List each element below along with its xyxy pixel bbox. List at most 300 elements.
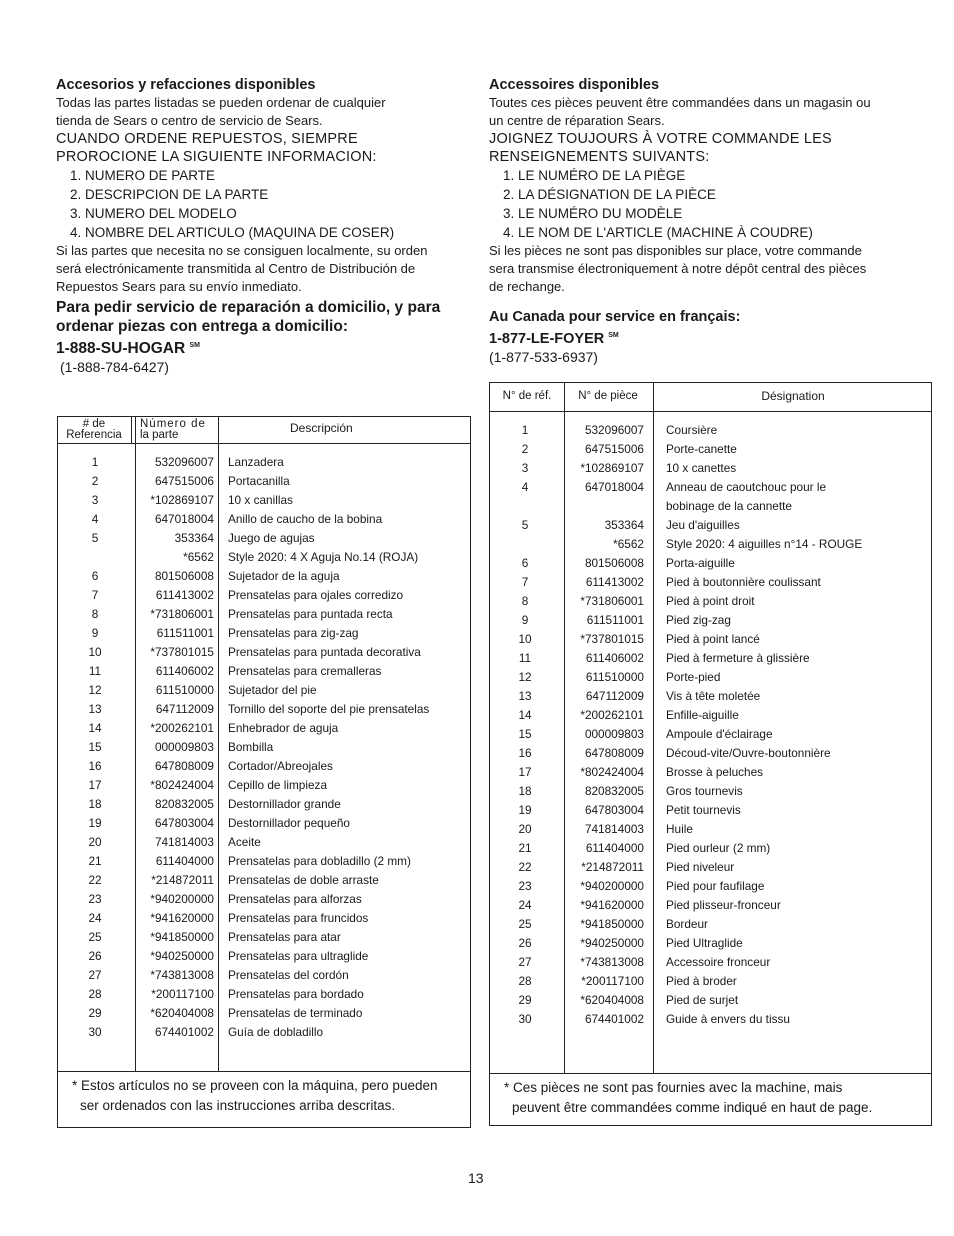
fr-description: Pied niveleur bbox=[666, 860, 735, 874]
es-description: Aceite bbox=[228, 835, 261, 849]
es-heading: Accesorios y refacciones disponibles bbox=[56, 77, 316, 93]
es-ref-number: 3 bbox=[91, 493, 99, 507]
es-part-number: 611406002 bbox=[155, 664, 214, 678]
es-part-number: 647515006 bbox=[154, 474, 214, 488]
fr-ref-number: 4 bbox=[521, 480, 529, 494]
fr-table-row bbox=[490, 687, 931, 706]
fr-ref-number: 1 bbox=[521, 423, 529, 437]
fr-part-number: 611510000 bbox=[585, 670, 644, 684]
fr-part-number: 674401002 bbox=[584, 1012, 644, 1026]
fr-service-line: Au Canada pour service en français: bbox=[489, 309, 741, 325]
fr-table-row bbox=[490, 896, 931, 915]
fr-table-row bbox=[490, 972, 931, 991]
fr-part-number: 647808009 bbox=[584, 746, 644, 760]
es-intro-line-1: Todas las partes listadas se pueden ordenar de cualquier bbox=[56, 95, 386, 110]
fr-ref-number: 24 bbox=[518, 898, 532, 912]
es-ref-number: 14 bbox=[88, 721, 102, 735]
es-ref-number: 1 bbox=[91, 455, 99, 469]
fr-description: Pied plisseur-fronceur bbox=[666, 898, 781, 912]
fr-table-row bbox=[490, 1010, 931, 1029]
es-divider bbox=[131, 417, 132, 443]
fr-part-number: *102869107 bbox=[580, 461, 644, 475]
es-part-number: *941620000 bbox=[150, 911, 214, 925]
es-table-row bbox=[58, 814, 470, 833]
es-part-number: *802424004 bbox=[150, 778, 214, 792]
fr-col-desc: Désignation bbox=[761, 389, 825, 403]
fr-table-row bbox=[490, 725, 931, 744]
fr-ref-number: 13 bbox=[518, 689, 532, 703]
es-table-row bbox=[58, 985, 470, 1004]
es-part-number: 611510000 bbox=[155, 683, 214, 697]
es-description: Prensatelas para fruncidos bbox=[228, 911, 369, 925]
es-description: Enhebrador de aguja bbox=[228, 721, 339, 735]
fr-description: Petit tournevis bbox=[666, 803, 741, 817]
fr-table-row bbox=[490, 991, 931, 1010]
es-ref-number: 21 bbox=[88, 854, 102, 868]
fr-ref-number: 18 bbox=[518, 784, 532, 798]
es-description: Destornillador grande bbox=[228, 797, 341, 811]
es-info-item: 1. NUMERO DE PARTE bbox=[70, 168, 216, 183]
es-phone-name: 1-888-SU-HOGAR bbox=[56, 340, 186, 358]
fr-part-number: *940200000 bbox=[580, 879, 644, 893]
fr-description: Pied à fermeture à glissière bbox=[666, 651, 810, 665]
es-intro-line-2: tienda de Sears o centro de servicio de Sears. bbox=[56, 113, 323, 128]
fr-ref-number: 25 bbox=[518, 917, 532, 931]
fr-part-number: *737801015 bbox=[580, 632, 644, 646]
es-ref-number: 28 bbox=[88, 987, 102, 1001]
es-table-row bbox=[58, 795, 470, 814]
es-part-number: 801506008 bbox=[154, 569, 214, 583]
fr-description: Vis à tête moletée bbox=[666, 689, 761, 703]
fr-ref-number: 17 bbox=[518, 765, 532, 779]
fr-part-number: *200262101 bbox=[580, 708, 644, 722]
fr-phone-name: 1-877-LE-FOYER bbox=[489, 330, 605, 347]
es-table-row bbox=[58, 624, 470, 643]
fr-part-number: 647803004 bbox=[584, 803, 644, 817]
french-section bbox=[489, 76, 909, 366]
fr-table-row bbox=[490, 630, 931, 649]
fr-table-row bbox=[490, 573, 931, 592]
es-description: Prensatelas para alforzas bbox=[228, 892, 362, 906]
fr-description: Pied ourleur (2 mm) bbox=[666, 841, 771, 855]
fr-part-number: *6562 bbox=[613, 537, 644, 551]
es-info-item: 4. NOMBRE DEL ARTICULO (MAQUINA DE COSER) bbox=[70, 225, 395, 240]
es-part-number: 532096007 bbox=[154, 455, 214, 469]
fr-phone-number: (1-877-533-6937) bbox=[489, 348, 598, 365]
fr-description: Pied zig-zag bbox=[666, 613, 731, 627]
es-ref-number: 18 bbox=[88, 797, 102, 811]
fr-ref-number: 27 bbox=[518, 955, 532, 969]
es-table-row bbox=[58, 776, 470, 795]
fr-part-number: *941850000 bbox=[580, 917, 644, 931]
fr-description: Porte-canette bbox=[666, 442, 737, 456]
es-ref-number: 9 bbox=[91, 626, 99, 640]
es-caps-line-2: PROROCIONE LA SIGUIENTE INFORMACION: bbox=[56, 149, 377, 165]
es-part-number: *941850000 bbox=[150, 930, 214, 944]
fr-table-row bbox=[490, 763, 931, 782]
es-ref-number: 26 bbox=[88, 949, 102, 963]
fr-ref-number: 12 bbox=[518, 670, 532, 684]
es-ref-number: 12 bbox=[88, 683, 102, 697]
es-ref-number: 7 bbox=[91, 588, 99, 602]
fr-ref-number: 29 bbox=[518, 993, 532, 1007]
fr-part-number: 647018004 bbox=[584, 480, 644, 494]
es-phone-number: (1-888-784-6427) bbox=[60, 359, 169, 376]
fr-table-row bbox=[490, 877, 931, 896]
es-ref-number: 25 bbox=[88, 930, 102, 944]
es-footnote-line-2: ser ordenados con las instrucciones arriba descritas. bbox=[80, 1098, 396, 1113]
fr-table-row bbox=[490, 649, 931, 668]
es-table-row bbox=[58, 453, 470, 472]
fr-table-row bbox=[490, 953, 931, 972]
es-footnote-line-1: * Estos artículos no se proveen con la máquina, pero pueden bbox=[72, 1078, 438, 1093]
fr-table-row bbox=[490, 858, 931, 877]
fr-ref-number: 9 bbox=[521, 613, 529, 627]
es-info-item: 2. DESCRIPCION DE LA PARTE bbox=[70, 187, 269, 202]
es-description: Prensatelas para atar bbox=[228, 930, 341, 944]
es-table-row bbox=[58, 852, 470, 871]
es-ref-number: 13 bbox=[88, 702, 102, 716]
fr-description: Anneau de caoutchouc pour le bbox=[666, 480, 827, 494]
es-description: Prensatelas para ojales corredizo bbox=[228, 588, 404, 602]
fr-table-row bbox=[490, 516, 931, 535]
es-table-row bbox=[58, 586, 470, 605]
fr-body-line-3: de rechange. bbox=[489, 279, 565, 294]
es-description: Portacanilla bbox=[228, 474, 290, 488]
es-table-row bbox=[58, 567, 470, 586]
fr-description: Pied à broder bbox=[666, 974, 737, 988]
es-table-row bbox=[58, 947, 470, 966]
es-body-line-1: Si las partes que necesita no se consiguen localmente, su orden bbox=[56, 243, 428, 258]
fr-ref-number: 26 bbox=[518, 936, 532, 950]
es-table-row bbox=[58, 681, 470, 700]
es-description: Prensatelas para ultraglide bbox=[228, 949, 369, 963]
fr-part-number: *620404008 bbox=[580, 993, 644, 1007]
es-service-line-2: ordenar piezas con entrega a domicilio: bbox=[56, 318, 348, 335]
fr-table-row bbox=[490, 668, 931, 687]
es-part-number: 611404000 bbox=[155, 854, 214, 868]
es-col-part-line-1: Número de bbox=[140, 418, 206, 430]
es-col-ref-line-2: Referencia bbox=[66, 429, 122, 441]
fr-heading: Accessoires disponibles bbox=[489, 77, 660, 93]
fr-table-header bbox=[490, 383, 931, 412]
es-ref-number: 11 bbox=[88, 664, 102, 678]
es-description: Sujetador del pie bbox=[228, 683, 317, 697]
es-part-number: 647803004 bbox=[154, 816, 214, 830]
es-description: Prensatelas para bordado bbox=[228, 987, 364, 1001]
es-footnote bbox=[58, 1071, 470, 1127]
es-col-ref-line-1: # de bbox=[82, 418, 106, 430]
es-part-number: 647018004 bbox=[154, 512, 214, 526]
fr-part-number: 820832005 bbox=[584, 784, 644, 798]
es-table-row bbox=[58, 719, 470, 738]
es-service-line-1: Para pedir servicio de reparación a domicilio, y para bbox=[56, 299, 441, 316]
es-ref-number: 23 bbox=[88, 892, 102, 906]
fr-table-row bbox=[490, 459, 931, 478]
fr-table-row bbox=[490, 554, 931, 573]
es-description: Anillo de caucho de la bobina bbox=[228, 512, 383, 526]
es-body-line-2: será electrónicamente transmitida al Centro de Distribución de bbox=[56, 261, 416, 276]
es-description: Prensatelas para zig-zag bbox=[228, 626, 359, 640]
fr-ref-number: 16 bbox=[518, 746, 532, 760]
es-description: Juego de agujas bbox=[228, 531, 315, 545]
fr-description: Découd-vite/Ouvre-boutonnière bbox=[666, 746, 831, 760]
fr-ref-number: 3 bbox=[521, 461, 529, 475]
es-part-number: *731806001 bbox=[150, 607, 214, 621]
fr-ref-number: 15 bbox=[518, 727, 532, 741]
es-description: Cortador/Abreojales bbox=[228, 759, 333, 773]
spanish-section bbox=[56, 76, 476, 376]
es-table-header bbox=[58, 417, 470, 444]
es-part-number: *743813008 bbox=[150, 968, 214, 982]
fr-part-number: 353364 bbox=[604, 518, 644, 532]
es-table-row bbox=[58, 833, 470, 852]
fr-table-row bbox=[490, 782, 931, 801]
fr-intro-line-2: un centre de réparation Sears. bbox=[489, 113, 665, 128]
fr-ref-number: 8 bbox=[521, 594, 529, 608]
fr-table-row bbox=[490, 820, 931, 839]
fr-col-ref: N° de réf. bbox=[502, 390, 552, 402]
fr-ref-number: 6 bbox=[521, 556, 529, 570]
es-table-row bbox=[58, 643, 470, 662]
fr-table-row bbox=[490, 915, 931, 934]
fr-footnote-line-1: * Ces pièces ne sont pas fournies avec la machine, mais bbox=[504, 1080, 843, 1095]
fr-description: Porta-aiguille bbox=[666, 556, 735, 570]
es-ref-number: 17 bbox=[88, 778, 102, 792]
es-ref-number: 8 bbox=[91, 607, 99, 621]
es-part-number: 353364 bbox=[174, 531, 214, 545]
fr-description: Coursière bbox=[666, 423, 718, 437]
fr-description: bobinage de la cannette bbox=[666, 499, 792, 513]
es-ref-number: 4 bbox=[91, 512, 99, 526]
fr-part-number: *214872011 bbox=[581, 860, 644, 874]
es-info-item: 3. NUMERO DEL MODELO bbox=[70, 206, 237, 221]
es-table-row bbox=[58, 909, 470, 928]
es-table-row bbox=[58, 472, 470, 491]
fr-info-list bbox=[489, 166, 909, 242]
es-table-row bbox=[58, 548, 470, 567]
es-description: Tornillo del soporte del pie prensatelas bbox=[228, 702, 430, 716]
fr-ref-number: 21 bbox=[518, 841, 532, 855]
es-ref-number: 24 bbox=[88, 911, 102, 925]
es-table-row bbox=[58, 491, 470, 510]
es-ref-number: 20 bbox=[88, 835, 102, 849]
es-ref-number: 10 bbox=[88, 645, 102, 659]
fr-part-number: *731806001 bbox=[580, 594, 644, 608]
es-table-row bbox=[58, 510, 470, 529]
fr-table-row bbox=[490, 592, 931, 611]
es-part-number: 820832005 bbox=[154, 797, 214, 811]
es-part-number: *620404008 bbox=[150, 1006, 214, 1020]
es-ref-number: 16 bbox=[88, 759, 102, 773]
es-part-number: 611511001 bbox=[156, 626, 214, 640]
fr-description: Enfille-aiguille bbox=[666, 708, 739, 722]
fr-table-row bbox=[490, 744, 931, 763]
fr-description: Pied à point droit bbox=[666, 594, 755, 608]
fr-body-line-1: Si les pièces ne sont pas disponibles sur place, votre commande bbox=[489, 243, 862, 258]
es-table-row bbox=[58, 871, 470, 890]
es-description: Prensatelas para cremalleras bbox=[228, 664, 382, 678]
fr-table-row bbox=[490, 611, 931, 630]
es-col-desc: Descripción bbox=[290, 421, 353, 435]
es-col-part-line-2: la parte bbox=[140, 429, 179, 441]
es-table-row bbox=[58, 966, 470, 985]
es-description: Prensatelas para puntada decorativa bbox=[228, 645, 421, 659]
es-part-number: 611413002 bbox=[155, 588, 214, 602]
fr-caps-line-2: RENSEIGNEMENTS SUIVANTS: bbox=[489, 149, 710, 165]
es-part-number: *940250000 bbox=[150, 949, 214, 963]
fr-ref-number: 14 bbox=[518, 708, 532, 722]
es-ref-number: 27 bbox=[88, 968, 102, 982]
fr-part-number: *802424004 bbox=[580, 765, 644, 779]
fr-part-number: 000009803 bbox=[584, 727, 644, 741]
es-info-list bbox=[56, 166, 476, 242]
fr-table-row bbox=[490, 478, 931, 497]
fr-table-row bbox=[490, 839, 931, 858]
es-ref-number: 2 bbox=[91, 474, 99, 488]
es-part-number: 647808009 bbox=[154, 759, 214, 773]
fr-info-item: 2. LA DÉSIGNATION DE LA PIÈCE bbox=[503, 187, 716, 202]
es-description: Sujetador de la aguja bbox=[228, 569, 340, 583]
fr-part-number: 611413002 bbox=[585, 575, 644, 589]
fr-description: Style 2020: 4 aiguilles n°14 - ROUGE bbox=[666, 537, 863, 551]
fr-part-number: 611511001 bbox=[586, 613, 644, 627]
fr-description: Accessoire fronceur bbox=[666, 955, 771, 969]
es-part-number: 674401002 bbox=[154, 1025, 214, 1039]
fr-body-line-2: sera transmise électroniquement à notre dépôt central des pièces bbox=[489, 261, 867, 276]
fr-description: Guide à envers du tissu bbox=[666, 1012, 790, 1026]
es-ref-number: 5 bbox=[91, 531, 99, 545]
es-part-number: *200117100 bbox=[151, 987, 214, 1001]
fr-info-item: 1. LE NUMÉRO DE LA PIÈGE bbox=[503, 168, 686, 183]
fr-description: Pied à boutonnière coulissant bbox=[666, 575, 821, 589]
es-table-row bbox=[58, 662, 470, 681]
es-ref-number: 19 bbox=[88, 816, 102, 830]
fr-description: Pied Ultraglide bbox=[666, 936, 743, 950]
es-description: Prensatelas de terminado bbox=[228, 1006, 363, 1020]
es-ref-number: 6 bbox=[91, 569, 99, 583]
fr-intro-line-1: Toutes ces pièces peuvent être commandées dans un magasin ou bbox=[489, 95, 871, 110]
fr-description: Porte-pied bbox=[666, 670, 721, 684]
fr-ref-number: 23 bbox=[518, 879, 532, 893]
es-description: Bombilla bbox=[228, 740, 274, 754]
es-description: Cepillo de limpieza bbox=[228, 778, 328, 792]
fr-ref-number: 10 bbox=[518, 632, 532, 646]
es-body-line-3: Repuestos Sears para su envío inmediato. bbox=[56, 279, 302, 294]
fr-part-number: 532096007 bbox=[584, 423, 644, 437]
fr-ref-number: 30 bbox=[518, 1012, 532, 1026]
es-description: Lanzadera bbox=[228, 455, 284, 469]
fr-ref-number: 2 bbox=[521, 442, 529, 456]
fr-col-part: N° de pièce bbox=[578, 390, 638, 402]
es-table-row bbox=[58, 529, 470, 548]
fr-part-number: 647515006 bbox=[584, 442, 644, 456]
es-part-number: 741814003 bbox=[154, 835, 214, 849]
es-part-number: *737801015 bbox=[150, 645, 214, 659]
fr-table-row bbox=[490, 934, 931, 953]
es-part-number: *6562 bbox=[183, 550, 214, 564]
es-part-number: 647112009 bbox=[155, 702, 214, 716]
fr-part-number: *940250000 bbox=[580, 936, 644, 950]
es-service-mark: SM bbox=[189, 342, 201, 349]
fr-footnote-line-2: peuvent être commandées comme indiqué en haut de page. bbox=[512, 1100, 873, 1115]
es-table-row bbox=[58, 890, 470, 909]
es-description: Prensatelas del cordón bbox=[228, 968, 349, 982]
fr-part-number: *941620000 bbox=[580, 898, 644, 912]
fr-ref-number: 19 bbox=[518, 803, 532, 817]
fr-description: 10 x canettes bbox=[666, 461, 737, 475]
fr-part-number: *743813008 bbox=[580, 955, 644, 969]
fr-info-item: 3. LE NUMÉRO DU MODÈLE bbox=[503, 206, 683, 221]
es-table-row bbox=[58, 1023, 470, 1042]
fr-part-number: 611404000 bbox=[585, 841, 644, 855]
fr-description: Bordeur bbox=[666, 917, 708, 931]
fr-description: Pied pour faufilage bbox=[666, 879, 765, 893]
fr-table-row bbox=[490, 497, 931, 516]
fr-table-row bbox=[490, 421, 931, 440]
es-ref-number: 30 bbox=[88, 1025, 102, 1039]
fr-part-number: 647112009 bbox=[585, 689, 644, 703]
es-description: Prensatelas para puntada recta bbox=[228, 607, 393, 621]
fr-description: Gros tournevis bbox=[666, 784, 743, 798]
es-ref-number: 15 bbox=[88, 740, 102, 754]
es-table-row bbox=[58, 738, 470, 757]
fr-table-row bbox=[490, 440, 931, 459]
fr-description: Brosse à peluches bbox=[666, 765, 764, 779]
fr-part-number: 611406002 bbox=[585, 651, 644, 665]
es-description: Guía de dobladillo bbox=[228, 1025, 324, 1039]
es-part-number: *214872011 bbox=[151, 873, 214, 887]
es-part-number: *200262101 bbox=[150, 721, 214, 735]
es-ref-number: 29 bbox=[88, 1006, 102, 1020]
es-table-row bbox=[58, 757, 470, 776]
fr-ref-number: 20 bbox=[518, 822, 532, 836]
es-parts-table bbox=[57, 416, 471, 1128]
fr-description: Pied de surjet bbox=[666, 993, 739, 1007]
es-caps-line-1: CUANDO ORDENE REPUESTOS, SIEMPRE bbox=[56, 131, 358, 147]
fr-ref-number: 7 bbox=[521, 575, 529, 589]
page-number: 13 bbox=[468, 1170, 484, 1186]
es-part-number: *102869107 bbox=[150, 493, 214, 507]
fr-description: Ampoule d'éclairage bbox=[666, 727, 773, 741]
es-description: Prensatelas de doble arraste bbox=[228, 873, 379, 887]
es-description: Style 2020: 4 X Aguja No.14 (ROJA) bbox=[228, 550, 419, 564]
fr-footnote bbox=[490, 1073, 931, 1125]
es-table-row bbox=[58, 605, 470, 624]
es-table-row bbox=[58, 1004, 470, 1023]
fr-ref-number: 11 bbox=[518, 651, 532, 665]
fr-table-row bbox=[490, 706, 931, 725]
fr-ref-number: 28 bbox=[518, 974, 532, 988]
es-table-row bbox=[58, 928, 470, 947]
fr-description: Jeu d'aiguilles bbox=[666, 518, 740, 532]
fr-part-number: *200117100 bbox=[581, 974, 644, 988]
es-ref-number: 22 bbox=[88, 873, 102, 887]
fr-description: Pied à point lancé bbox=[666, 632, 760, 646]
es-part-number: 000009803 bbox=[154, 740, 214, 754]
fr-description: Huile bbox=[666, 822, 693, 836]
fr-caps-line-1: JOIGNEZ TOUJOURS À VOTRE COMMANDE LES bbox=[489, 131, 832, 147]
es-table-body bbox=[58, 453, 470, 1042]
fr-ref-number: 5 bbox=[521, 518, 529, 532]
fr-ref-number: 22 bbox=[518, 860, 532, 874]
fr-table-row bbox=[490, 801, 931, 820]
fr-part-number: 741814003 bbox=[584, 822, 644, 836]
fr-parts-table bbox=[489, 382, 932, 1126]
fr-table-row bbox=[490, 535, 931, 554]
es-part-number: *940200000 bbox=[150, 892, 214, 906]
es-table-row bbox=[58, 700, 470, 719]
